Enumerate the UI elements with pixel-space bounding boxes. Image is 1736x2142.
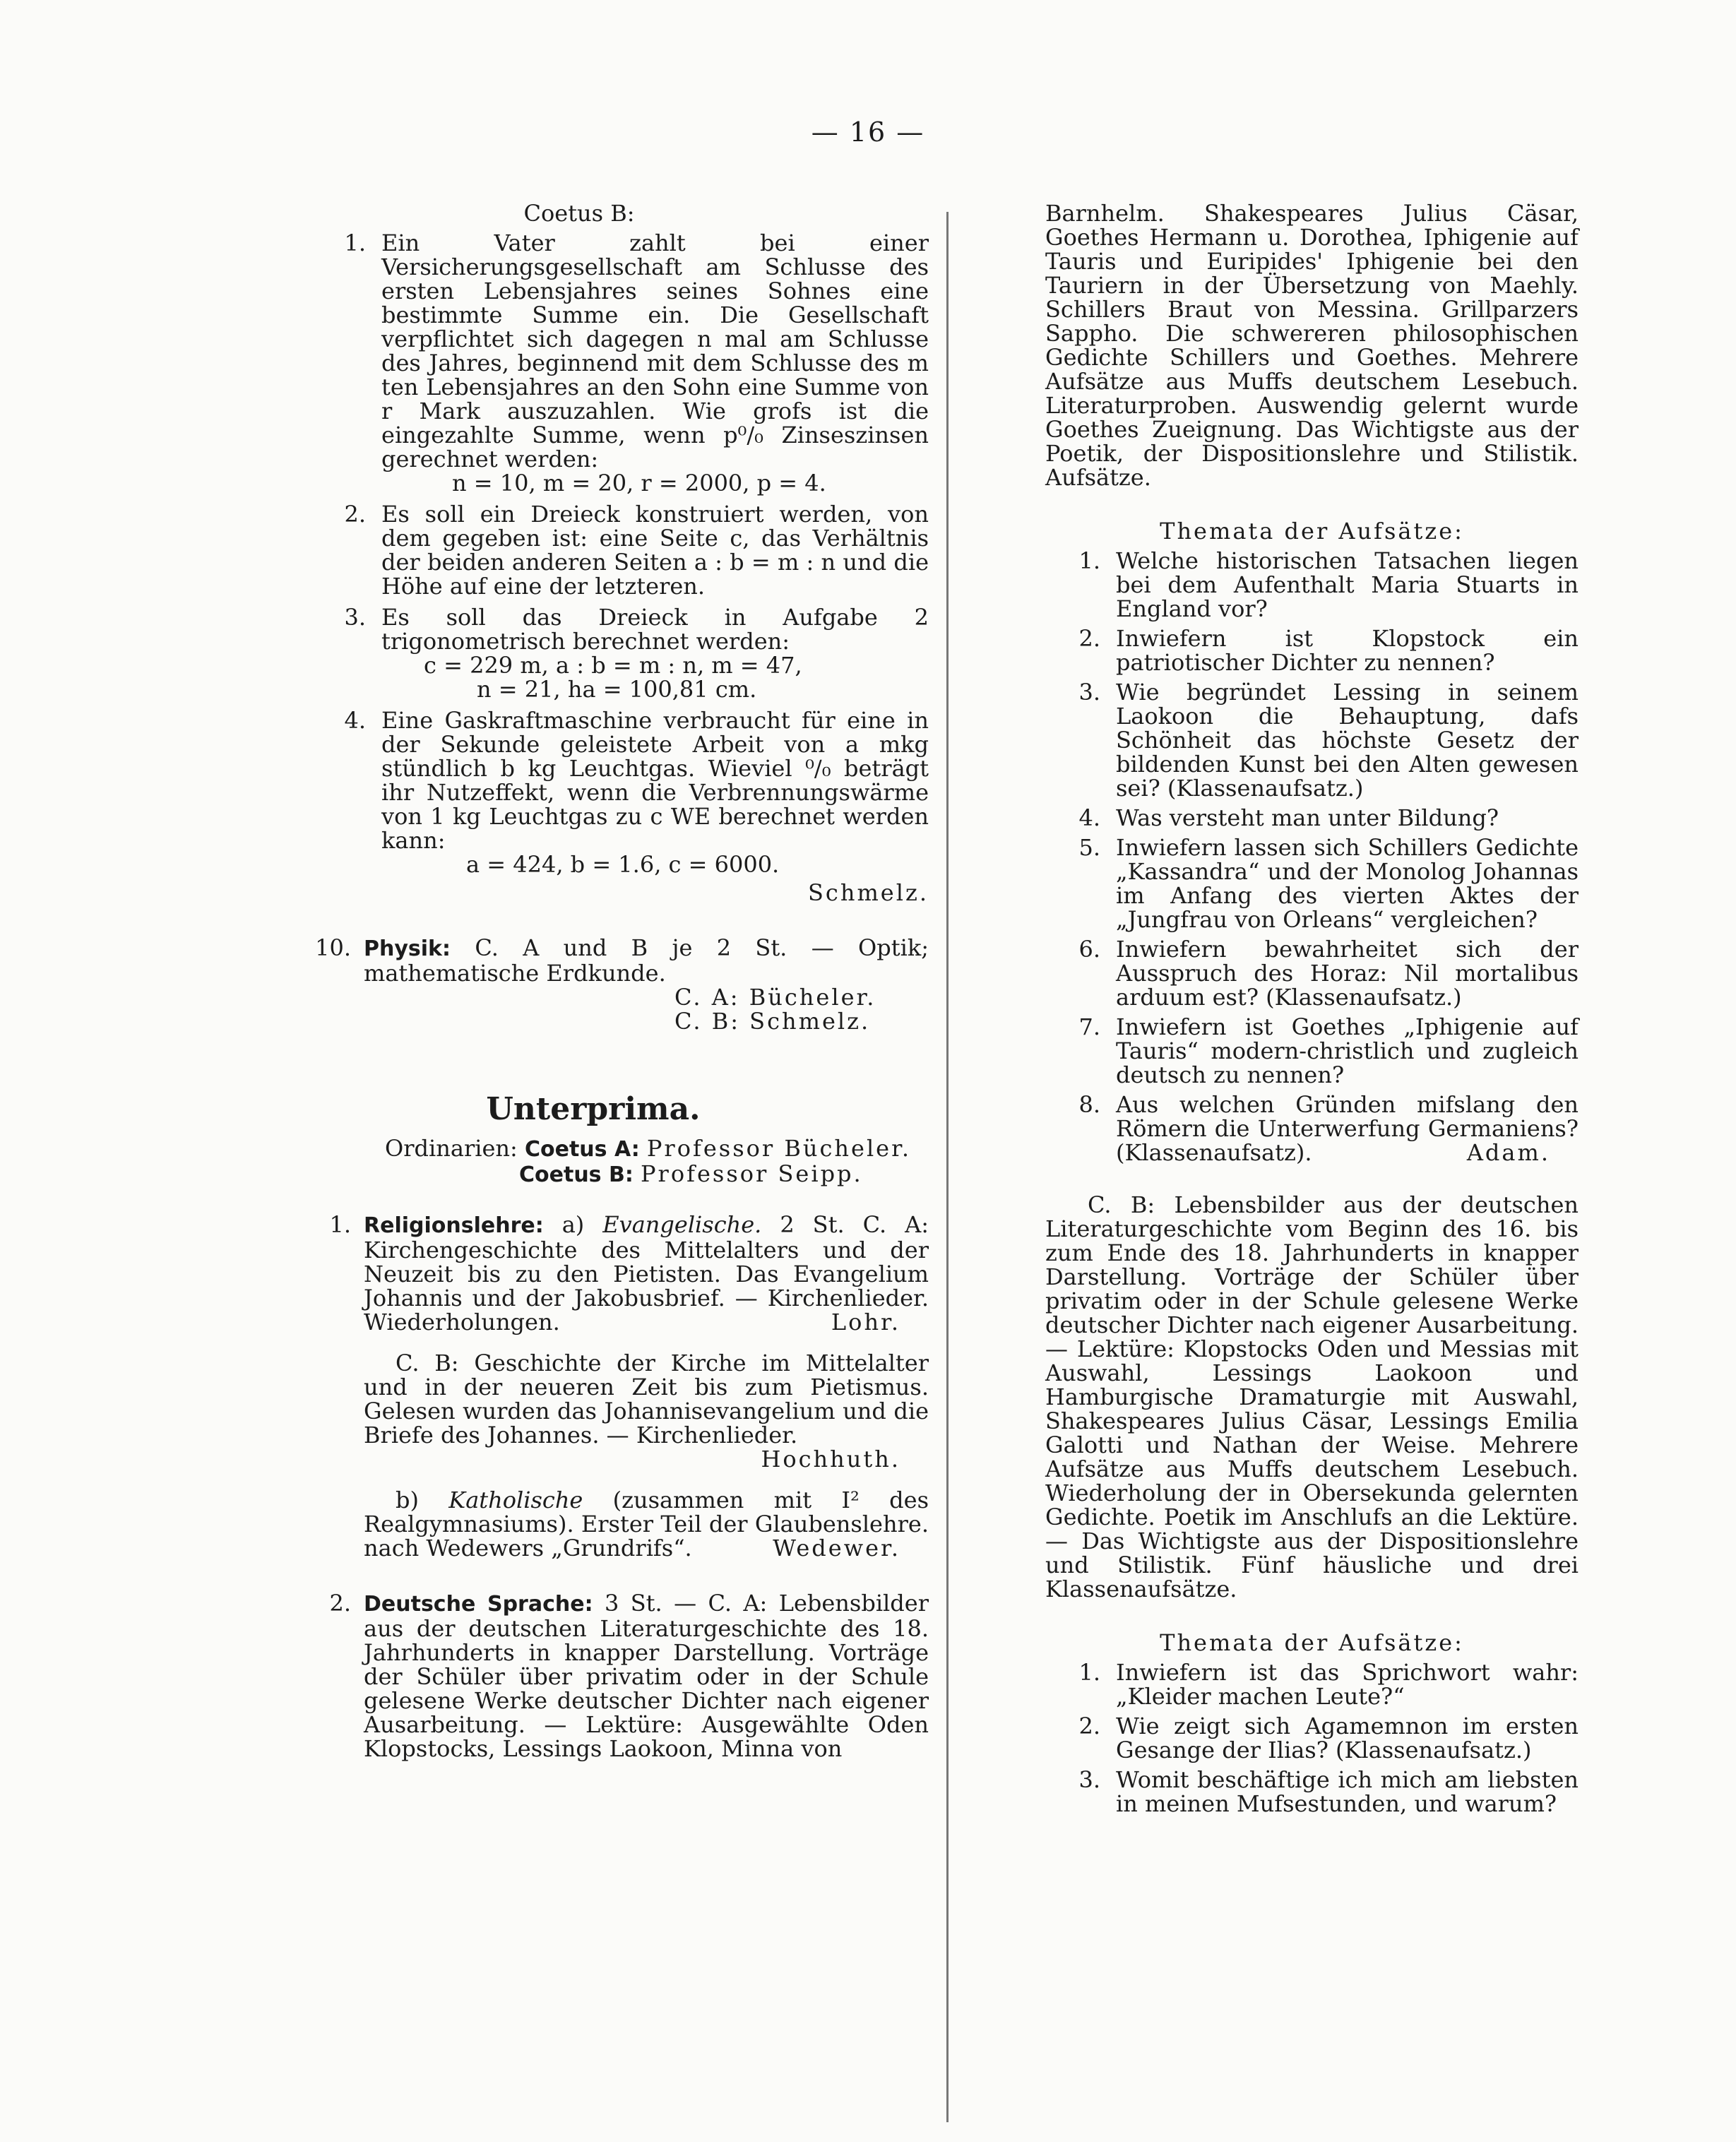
subject-deutsch: 2. Deutsche Sprache: 3 St. — C. A: Lebensbilder aus der deutschen Literaturgeschichte des 18. Jahrhunderts in knapper Darstellung. Vorträge der Schüler über privatim oder in der Schule gelesene Werke deutscher Dichter nach eigener Ausarbeitung. — Lektüre: Ausgewählte Oden Klopstocks, Lessings Laokoon, Minna von — [329, 1590, 929, 1762]
math-task-values: n = 10, m = 20, r = 2000, p = 4. — [452, 470, 826, 496]
ordinarius-name: Professor Bücheler. — [646, 1135, 912, 1162]
teacher-name: Lohr. — [831, 1309, 900, 1335]
teacher-name: Schmelz. — [808, 879, 929, 906]
thema-item: 4. Was versteht man unter Bildung? — [1078, 804, 1499, 831]
subject-religion: 1. Religionslehre: a) Evangelische. 2 St. C. A: Kirchengeschichte des Mittelalters und der Neuzeit bis zu den Pietisten. Das Evangelium Johannis und der Jakobusbrief. — Kirchenlieder. Wiederholungen. Lohr. C. B: Geschichte der Kirche im Mittelalter und in der neueren Zeit bis zum Pietismus. Gelesen wurden das Johannisevangelium und die Briefe des Johannes. — Kirchenlieder. Hochhuth. b) Katholische (zusammen mit I² des Realgymnasiums). Erster Teil der Glaubenslehre. nach Wedewers „Grundrifs“. Wedewer. — [329, 1211, 929, 1561]
class-heading: Unterprima. — [486, 1091, 701, 1127]
coetus-b-heading: Coetus B: — [523, 200, 635, 227]
math-task: 1. Ein Vater zahlt bei einer Versicherungsgesellschaft am Schlusse des ersten Lebensjahres seines Sohnes eine bestimmte Summe ein. Die Gesellschaft verpflichtet sich dagegen n mal am Schlusse des Jahres, beginnend mit dem Schlusse des m ten Lebensjahres an den Sohn eine Summe von r Mark auszuzahlen. Wie grofs ist die eingezahlte Summe, wenn p⁰/₀ Zinseszinsen gerechnet werden: n = 10, m = 20, r = 2000, p = 4. — [344, 230, 929, 496]
left-column — [314, 201, 929, 1761]
subject-text: C. B: Geschichte der Kirche im Mittelalter und in der neueren Zeit bis zum Pietismus. Gelesen wurden das Johannisevangelium und die Briefe des Johannes. — Kirchenlieder. — [364, 1350, 929, 1448]
math-task-text: Es soll das Dreieck in Aufgabe 2 trigonometrisch berechnet werden: — [381, 604, 929, 655]
right-column — [1045, 201, 1579, 1816]
math-task-values: c = 229 m, a : b = m : n, m = 47, — [424, 652, 802, 679]
coetus-b-text: C. B: Lebensbilder aus der deutschen Literaturgeschichte vom Beginn des 16. bis zum Ende des 18. Jahrhunderts in knapper Darstellung. Vorträge der Schüler über privatim oder in der Schule gelesene Werke deutscher Dichter nach eigener Ausarbeitung. — Lektüre: Klopstocks Oden und Messias mit Auswahl, Lessings Laokoon und Hamburgische Dramaturgie mit Auswahl, Shakespeares Julius Cäsar, Lessings Emilia Galotti und Nathan der Weise. Mehrere Aufsätze aus Muffs deutschem Lesebuch. Wiederholung der in Obersekunda gelernten Gedichte. Poetik im Anschlufs an die Lektüre. — Das Wichtigste aus der Dispositionslehre und Stilistik. Fünf häusliche und drei Klassenaufsätze. — [1045, 1191, 1579, 1602]
teacher-name: C. B: Schmelz. — [674, 1008, 871, 1035]
math-task-text: Ein Vater zahlt bei einer Versicherungsgesellschaft am Schlusse des ersten Lebensjahres seines Sohnes eine bestimmte Summe ein. Die Gesellschaft verpflichtet sich dagegen n mal am Schlusse des Jahres, beginnend mit dem Schlusse des m ten Lebensjahres an den Sohn eine Summe von r Mark auszuzahlen. Wie grofs ist die eingezahlte Summe, wenn p⁰/₀ Zinseszinsen gerechnet werden: — [381, 230, 929, 472]
thema-item: 3. Womit beschäftige ich mich am liebsten in meinen Mufsestunden, und warum? — [1078, 1766, 1579, 1817]
teacher-name: C. A: Bücheler. — [674, 984, 876, 1011]
themata-list — [1045, 549, 1579, 1165]
thema-item: 8. Aus welchen Gründen mifslang den Römern die Unterwerfung Germaniens? (Klassenaufsatz). — [1078, 1091, 1579, 1166]
subject-physik: 10. Physik: C. A und B je 2 St. — Optik; mathematische Erdkunde. C. A: Bücheler. C. B: Schmelz. — [315, 934, 929, 1035]
subject-text: C. A und B je 2 St. — Optik; mathematische Erdkunde. — [364, 934, 929, 987]
ordinarien-label: Ordinarien: — [385, 1135, 518, 1162]
subject-subtitle: Katholische — [448, 1487, 583, 1513]
thema-item: 6. Inwiefern bewahrheitet sich der Ausspruch des Horaz: Nil mortalibus arduum est? (Klassenaufsatz.) — [1078, 936, 1579, 1011]
math-task-text: Es soll ein Dreieck konstruiert werden, von dem gegeben ist: eine Seite c, das Verhältnis der beiden anderen Seiten a : b = m : n und die Höhe auf eine der letzteren. — [381, 501, 929, 600]
math-task-text: Eine Gaskraftmaschine verbraucht für eine in der Sekunde geleistete Arbeit von a mkg stündlich b kg Leuchtgas. Wieviel ⁰/₀ beträgt ihr Nutzeffekt, wenn die Verbrennungswärme von 1 kg Leuchtgas zu c WE berechnet werden kann: — [381, 707, 929, 854]
continuation-text: Barnhelm. Shakespeares Julius Cäsar, Goethes Hermann u. Dorothea, Iphigenie auf Tauris und Euripides' Iphigenie bei den Tauriern in der Übersetzung von Maehly. Schillers Braut von Messina. Grillparzers Sappho. Die schwereren philosophischen Gedichte Schillers und Goethes. Mehrere Aufsätze aus Muffs deutschem Lesebuch. Literaturproben. Auswendig gelernt wurde Goethes Zueignung. Das Wichtigste aus der Poetik, der Dispositionslehre und Stilistik. Aufsätze. — [1045, 200, 1579, 491]
subject-title: Religionslehre: — [364, 1213, 544, 1238]
ordinarius-name: Professor Seipp. — [641, 1160, 863, 1187]
thema-item: 3. Wie begründet Lessing in seinem Laokoon die Behauptung, dafs Schönheit das höchste Gesetz der bildenden Kunst bei den Alten gewesen sei? (Klassenaufsatz.) — [1078, 679, 1579, 802]
coetus-label: Coetus A: — [524, 1137, 640, 1162]
thema-item: 5. Inwiefern lassen sich Schillers Gedichte „Kassandra“ und der Monolog Johannas im Anfang des vierten Aktes der „Jungfrau von Orleans“ vergleichen? — [1078, 834, 1579, 933]
teacher-name: Hochhuth. — [761, 1446, 900, 1472]
thema-item: 7. Inwiefern ist Goethes „Iphigenie auf Tauris“ modern-christlich und zugleich deutsch zu nennen? — [1078, 1013, 1579, 1088]
thema-item: 1. Inwiefern ist das Sprichwort wahr: „Kleider machen Leute?“ — [1078, 1659, 1579, 1710]
subject-text: b) Katholische (zusammen mit I² des Realgymnasiums). Erster Teil der Glaubenslehre. nach Wedewers „Grundrifs“. — [364, 1487, 929, 1561]
themata-heading: Themata der Aufsätze: — [1160, 1629, 1464, 1656]
thema-item: 2. Wie zeigt sich Agamemnon im ersten Gesange der Ilias? (Klassenaufsatz.) — [1078, 1713, 1579, 1763]
coetus-label: Coetus B: — [519, 1162, 634, 1187]
subject-subtitle: Evangelische. — [602, 1211, 762, 1238]
page-number: — 16 — — [811, 117, 925, 148]
themata-list — [1045, 1660, 1579, 1816]
teacher-name: Wedewer. — [773, 1535, 900, 1561]
math-task: 4. Eine Gaskraftmaschine verbraucht für eine in der Sekunde geleistete Arbeit von a mkg stündlich b kg Leuchtgas. Wieviel ⁰/₀ beträgt ihr Nutzeffekt, wenn die Verbrennungswärme von 1 kg Leuchtgas zu c WE berechnet werden kann: a = 424, b = 1.6, c = 6000. — [344, 707, 929, 878]
themata-heading: Themata der Aufsätze: — [1160, 518, 1464, 545]
subject-text: 3 St. — C. A: Lebensbilder aus der deutschen Literaturgeschichte des 18. Jahrhunderts in knapper Darstellung. Vorträge der Schüler über privatim oder in der Schule gelesene Werke deutscher Dichter nach eigener Ausarbeitung. — Lektüre: Ausgewählte Oden Klopstocks, Lessings Laokoon, Minna von — [364, 1590, 929, 1762]
math-task-values: a = 424, b = 1.6, c = 6000. — [466, 851, 780, 878]
subject-text: 2 St. C. A: Kirchengeschichte des Mittelalters und der Neuzeit bis zu den Pietisten. Das Evangelium Johannis und der Jakobusbrief. — Kirchenlieder. Wiederholungen. — [364, 1211, 929, 1335]
math-task-values: n = 21, ha = 100,81 cm. — [477, 676, 757, 703]
ordinarien — [314, 1136, 929, 1187]
column-divider — [946, 212, 949, 2122]
math-task: 3. Es soll das Dreieck in Aufgabe 2 trigonometrisch berechnet werden: c = 229 m, a : b = m : n, m = 47, n = 21, ha = 100,81 cm. — [344, 604, 929, 703]
math-task: 2. Es soll ein Dreieck konstruiert werden, von dem gegeben ist: eine Seite c, das Verhältnis der beiden anderen Seiten a : b = m : n und die Höhe auf eine der letzteren. — [344, 501, 929, 600]
subject-title: Deutsche Sprache: — [364, 1592, 593, 1617]
thema-item: 2. Inwiefern ist Klopstock ein patriotischer Dichter zu nennen? — [1078, 625, 1579, 676]
thema-item: 1. Welche historischen Tatsachen liegen bei dem Aufenthalt Maria Stuarts in England vor? — [1078, 547, 1579, 622]
subject-title: Physik: — [364, 936, 451, 961]
teacher-name: Adam. — [1466, 1139, 1550, 1166]
